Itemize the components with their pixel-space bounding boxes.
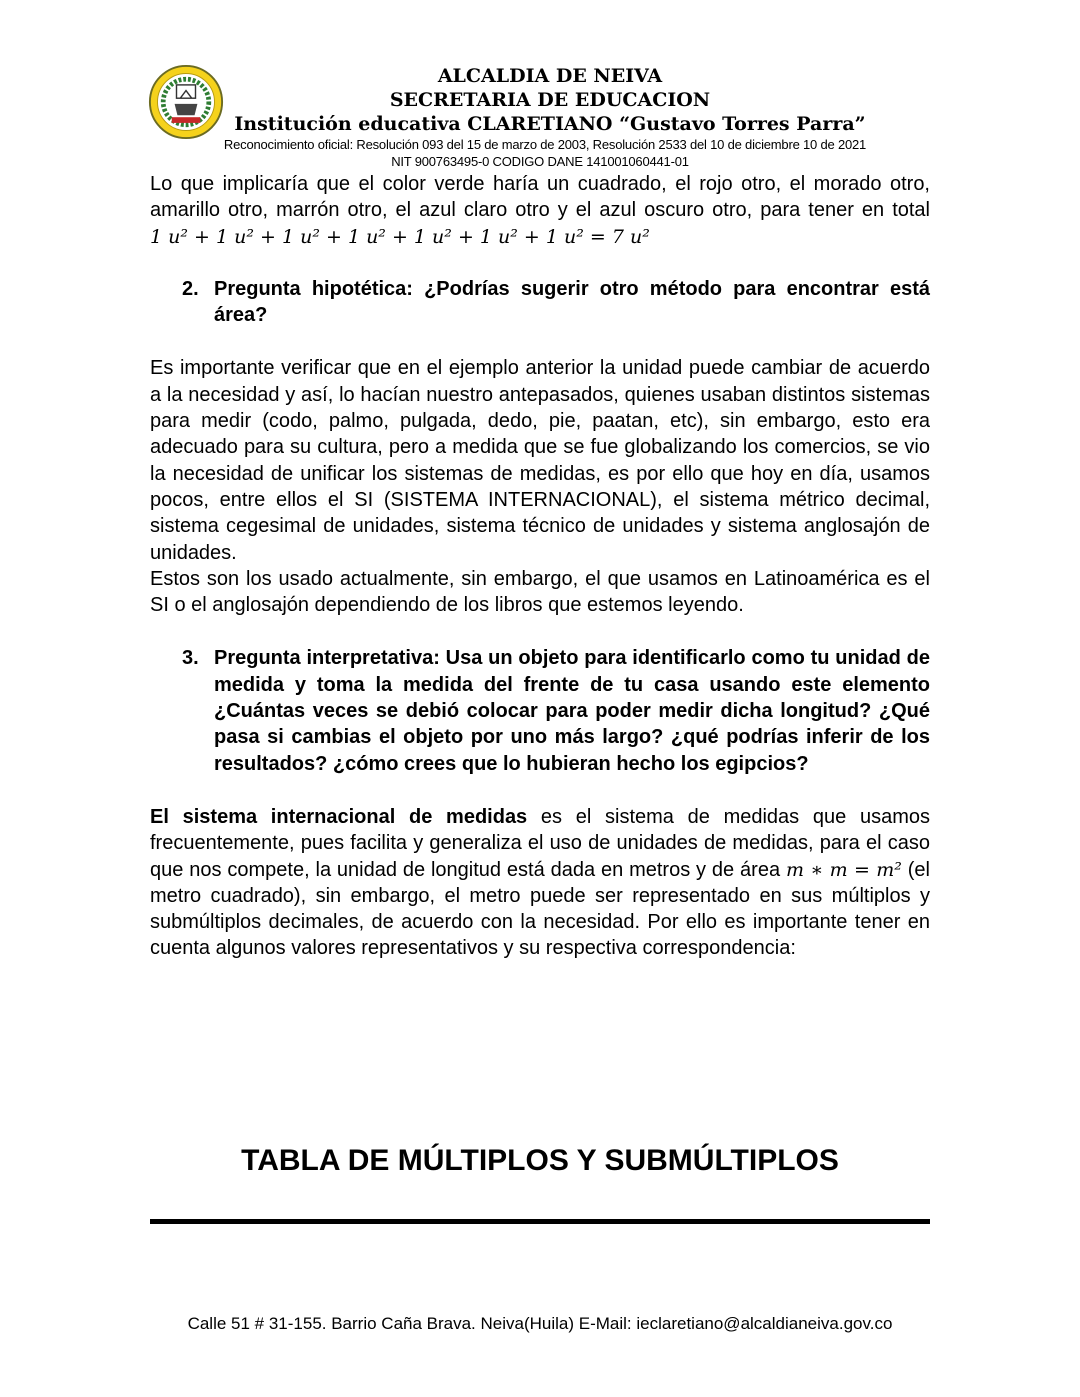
header-nit: NIT 900763495-0 CODIGO DANE 141001060441-01 — [391, 154, 689, 169]
measurement-history-paragraph: Es importante verificar que en el ejemplo anterior la unidad puede cambiar de acuerdo a la necesidad y así, lo hacían nuestro antepasados, quienes usaban distintos sistemas para medir (codo, palmo, pulgada, dedo, pie, paatan, etc), sin embargo, esto era adecuado para su cultura, pero a medida que se fue globalizando los comercios, se vio la necesidad de unificar los sistemas de medidas, es por ello que hoy en día, usamos pocos, entre ellos el SI (SISTEMA INTERNACIONAL), el sistema métrico decimal, sistema cegesimal de unidades, sistema técnico de unidades y sistema anglosajón de unidades. — [150, 357, 930, 564]
square-meter-formula: m ∗ m = m² — [785, 858, 902, 881]
table-title: TABLA DE MÚLTIPLOS Y SUBMÚLTIPLOS — [241, 1144, 839, 1177]
si-paragraph-part2: (el metro cuadrado), sin embargo, el metro puede ser representado en sus múltiplos y submúltiplos decimales, de acuerdo con la necesidad. Por ello es importante tener en cuenta algunos valores representativos y su respectiva correspondencia: — [150, 858, 930, 960]
si-paragraph-part1: es el sistema de medidas que usamos frecuentemente, pues facilita y generaliza el uso de unidades de medidas, para el caso que nos compete, la unidad de longitud está dada en metros y de área — [150, 805, 930, 881]
header-alcaldia: ALCALDIA DE NEIVA — [437, 65, 663, 87]
question-2-text: Pregunta hipotética: ¿Podrías sugerir otro método para encontrar está área? — [214, 277, 930, 327]
document-body — [150, 171, 930, 962]
intro-text: Lo que implicaría que el color verde haría un cuadrado, el rojo otro, el morado otro, amarillo otro, marrón otro, el azul claro otro y el azul oscuro otro, para tener en total — [150, 173, 930, 222]
title-divider — [150, 1219, 930, 1224]
si-paragraph-bold: El sistema internacional de medidas — [150, 805, 528, 828]
question-2 — [182, 276, 930, 329]
area-equation: 1 u² + 1 u² + 1 u² + 1 u² + 1 u² + 1 u² + 1 u² = 7 u² — [150, 225, 650, 248]
header-secretaria: SECRETARIA DE EDUCACION — [389, 89, 711, 111]
header-institution: Institución educativa CLARETIANO “Gustavo Torres Parra” — [234, 113, 866, 135]
question-3 — [182, 645, 930, 776]
footer-address: Calle 51 # 31-155. Barrio Caña Brava. Neiva(Huila) E-Mail: ieclaretiano@alcaldianeiva.gov.co — [187, 1314, 893, 1333]
current-systems-paragraph: Estos son los usado actualmente, sin embargo, el que usamos en Latinoamérica es el SI o el anglosajón dependiendo de los libros que estemos leyendo. — [150, 567, 930, 617]
intro-paragraph — [150, 171, 930, 250]
question-2-number: 2. — [182, 277, 199, 300]
header-resolution: Reconocimiento oficial: Resolución 093 del 15 de marzo de 2003, Resolución 2533 del 10 de diciembre 10 de 2021 — [223, 137, 867, 152]
question-3-text: Pregunta interpretativa: Usa un objeto para identificarlo como tu unidad de medida y toma la medida del frente de tu casa usando este elemento ¿Cuántas veces se debió colocar para poder medir dicha longitud? ¿Qué pasa si cambias el objeto por uno más largo? ¿qué podrías inferir de los resultados? ¿cómo crees que lo hubieran hecho los egipcios? — [214, 647, 930, 775]
si-paragraph — [150, 804, 930, 962]
question-3-number: 3. — [182, 647, 199, 670]
